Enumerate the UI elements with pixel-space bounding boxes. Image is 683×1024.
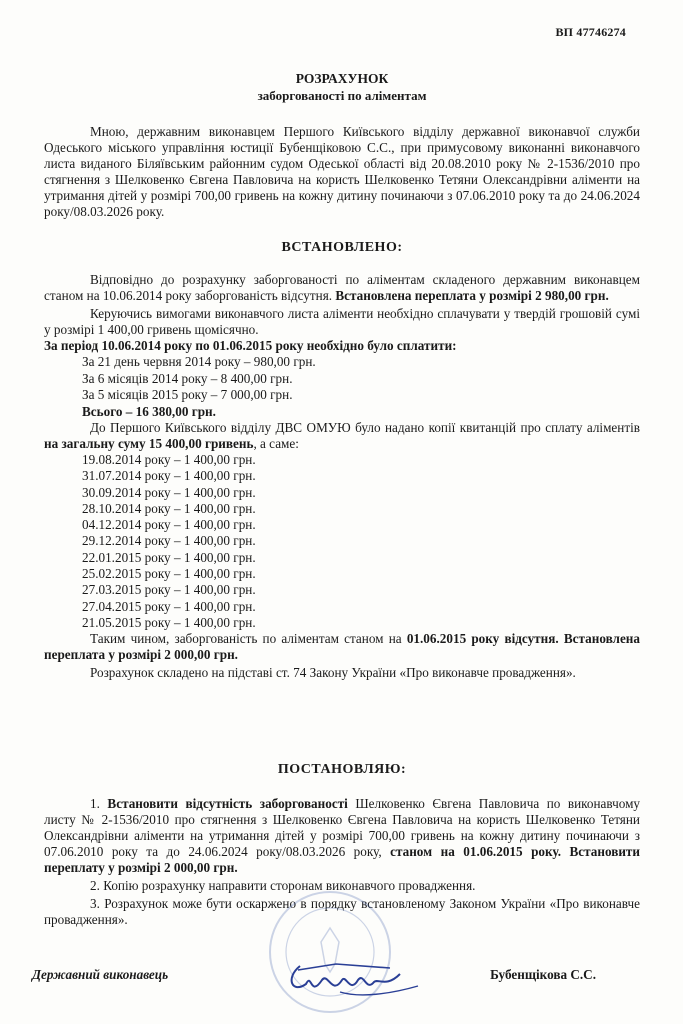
receipt-item: 31.07.2014 року – 1 400,00 грн.: [82, 468, 256, 484]
paragraph-3-end: , а саме:: [253, 436, 299, 451]
decision-1-text: Шелковенко Євгена Павловича по виконавчому листу № 2-1536/2010 про стягнення з Шелковенко Євгена Павловича на користь Шелковенко Тетяни Олександрівни аліменти на утримання дітей у розмірі 700,00 гривень на кожну дитину починаючи з 07.06.2010 року та до 24.06.2024 року/08.03.2026 року,: [44, 796, 641, 859]
receipt-item: 21.05.2015 року – 1 400,00 грн.: [82, 614, 256, 630]
receipt-item: 30.09.2014 року – 1 400,00 грн.: [82, 484, 256, 500]
document-page: [44, 0, 640, 1024]
paragraph-5: Розрахунок складено на підставі ст. 74 Закону України «Про виконавче провадження».: [90, 665, 576, 681]
paragraph-4-start: Таким чином, заборгованість по аліментам станом на: [90, 631, 402, 647]
decision-1-bold2: станом на 01.06.2015 року. Встановити переплату у розмірі 2 000,00 грн.: [44, 844, 641, 875]
period-item: За 5 місяців 2015 року – 7 000,00 грн.: [82, 387, 293, 402]
total-line: Всього – 16 380,00 грн.: [82, 403, 216, 419]
established-section: [44, 272, 640, 681]
receipt-item: 19.08.2014 року – 1 400,00 грн.: [82, 452, 256, 467]
document-subtitle: заборгованості по аліментам: [257, 88, 427, 103]
heading-established: ВСТАНОВЛЕНО:: [281, 240, 403, 255]
intro-paragraph: [44, 124, 640, 220]
receipt-item: 27.04.2015 року – 1 400,00 грн.: [82, 598, 256, 614]
paragraph-3-bold: на загальну суму 15 400,00 гривень: [44, 436, 254, 451]
period-item: За 21 день червня 2014 року – 980,00 грн.: [82, 354, 316, 369]
intro-text: Мною, державним виконавцем Першого Київського відділу державної виконавчої служби Одеського міського управління юстиції Бубенщіковою С.С., при примусовому виконанні виконавчого листа виданого Біляївським районним судом Одеської області від 20.08.2010 року № 2-1536/2010 про стягнення з Шелковенко Євгена Павловича на користь Шелковенко Тетяни Олександрівни аліменти на утримання дітей у розмірі 700,00 гривень на кожну дитину починаючи з 07.06.2010 року та до 24.06.2024 року/08.03.2026 року.: [44, 124, 640, 219]
document-title: РОЗРАХУНОК: [295, 71, 389, 86]
document-number: ВП 47746274: [555, 25, 626, 39]
period-line: За період 10.06.2014 року по 01.06.2015 року необхідно було сплатити:: [44, 338, 457, 353]
paragraph-1-text: Відповідно до розрахунку заборгованості по аліментам складеного державним виконавцем станом на 10.06.2014 року заборгованість відсутня.: [44, 272, 640, 303]
paragraph-3-start: До Першого Київського відділу ДВС ОМУЮ було надано копії квитанцій про сплату аліментів: [90, 420, 640, 435]
decision-2: 2. Копію розрахунку направити сторонам виконавчого провадження.: [90, 878, 476, 893]
receipt-item: 28.10.2014 року – 1 400,00 грн.: [82, 500, 256, 516]
receipt-item: 22.01.2015 року – 1 400,00 грн.: [82, 549, 256, 565]
paragraph-1: [44, 272, 640, 304]
receipt-item: 29.12.2014 року – 1 400,00 грн.: [82, 533, 256, 549]
paragraph-4: [44, 631, 640, 663]
signer-title: Державний виконавець: [32, 967, 169, 982]
decision-1-bold: Встановити відсутність заборгованості: [107, 796, 348, 811]
receipt-item: 25.02.2015 року – 1 400,00 грн.: [82, 566, 256, 582]
paragraph-2: Керуючись вимогами виконавчого листа аліменти необхідно сплачувати у твердій грошовій сумі у розмірі 1 400,00 гривень щомісячно.: [44, 306, 640, 337]
paragraph-4-bold: 01.06.2015 року відсутня. Встановлена переплата у розмірі 2 000,00 грн.: [44, 631, 641, 663]
receipt-item: 04.12.2014 року – 1 400,00 грн.: [82, 517, 256, 533]
paragraph-3: [44, 420, 640, 452]
handwritten-signature: [240, 958, 430, 1006]
signer-name: Бубенщікова С.С.: [490, 967, 596, 982]
period-item: За 6 місяців 2014 року – 8 400,00 грн.: [82, 370, 293, 386]
decision-1-number: 1.: [90, 796, 100, 811]
decision-3: 3. Розрахунок може бути оскаржено в порядку встановленому Законом України «Про виконавче провадження».: [44, 896, 640, 927]
paragraph-1-bold: Встановлена переплата у розмірі 2 980,00 грн.: [335, 288, 609, 303]
heading-decide: ПОСТАНОВЛЯЮ:: [277, 762, 407, 777]
receipt-item: 27.03.2015 року – 1 400,00 грн.: [82, 582, 256, 598]
decision-1: [44, 796, 640, 876]
